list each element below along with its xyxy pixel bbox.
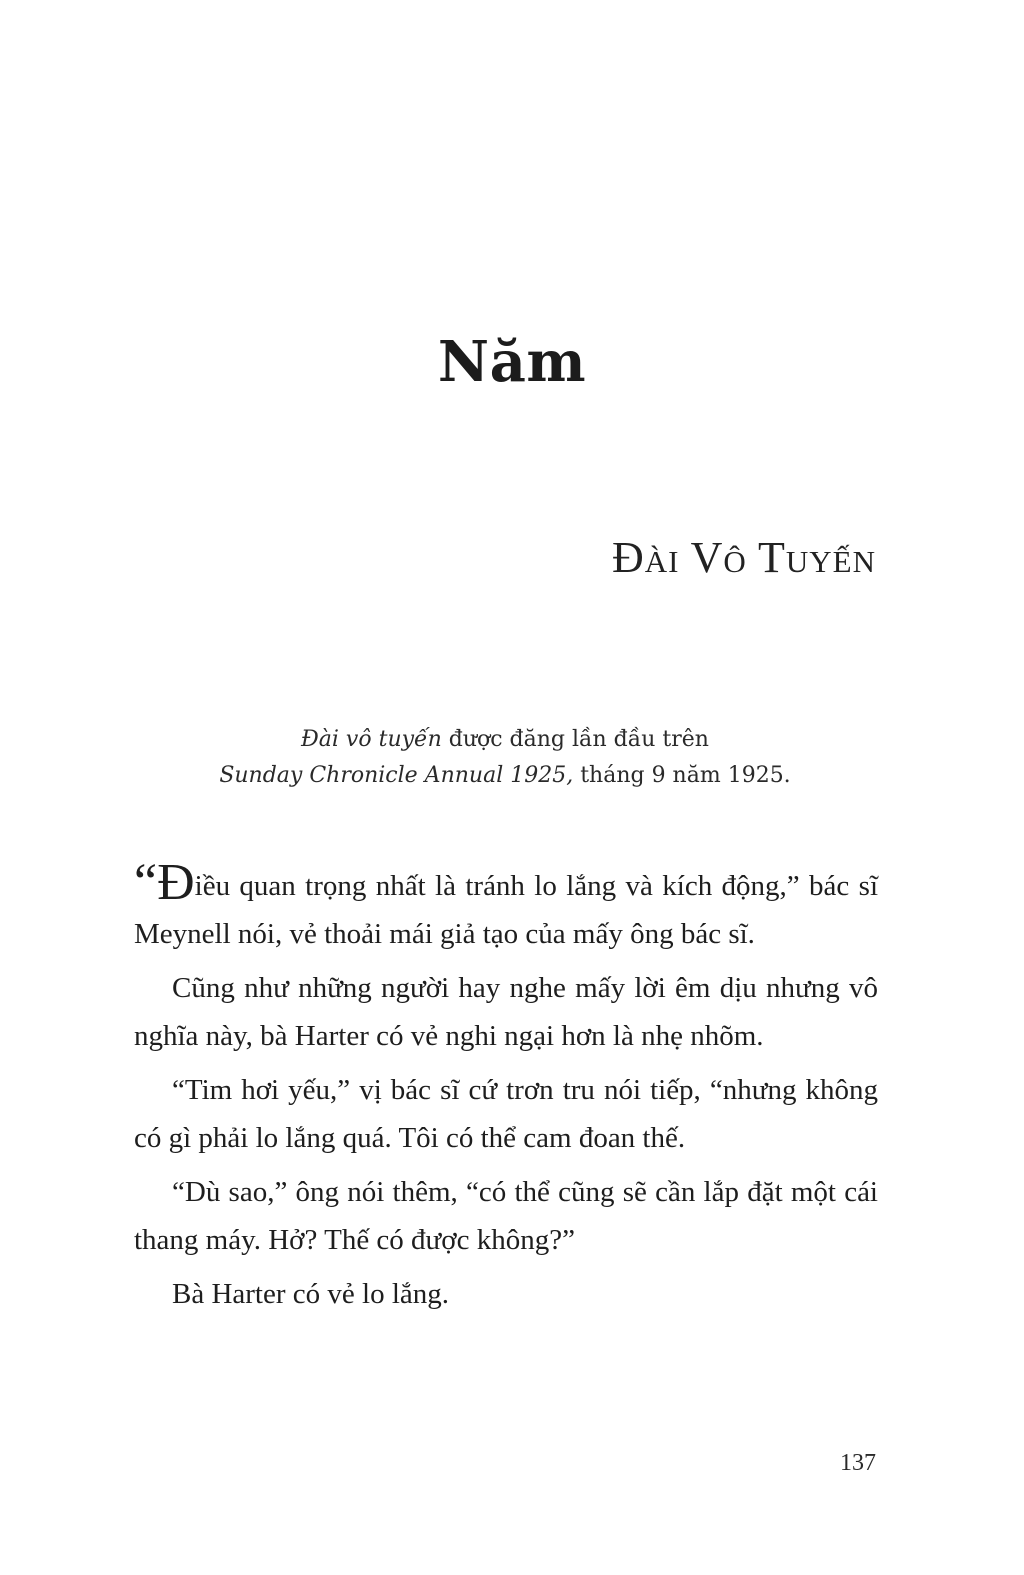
opening-paragraph bbox=[134, 854, 878, 958]
paragraph: “Dù sao,” ông nói thêm, “có thể cũng sẽ cần lắp đặt một cái thang máy. Hở? Thế có được không?” bbox=[134, 1176, 878, 1256]
body-text bbox=[134, 854, 878, 1324]
chapter-number-heading: Năm bbox=[437, 329, 587, 395]
page-number: 137 bbox=[840, 1450, 876, 1476]
paragraph: Bà Harter có vẻ lo lắng. bbox=[172, 1278, 450, 1310]
publication-note-line-2-rest: tháng 9 năm 1925. bbox=[573, 763, 791, 788]
story-title-italic: Đài vô tuyến bbox=[301, 727, 442, 752]
paragraph: “Tim hơi yếu,” vị bác sĩ cứ trơn tru nói tiếp, “nhưng không có gì phải lo lắng quá. Tôi có thể cam đoan thế. bbox=[134, 1074, 878, 1154]
opening-paragraph-text: iều quan trọng nhất là tránh lo lắng và kích động,” bác sĩ Meynell nói, vẻ thoải mái giả tạo của mấy ông bác sĩ. bbox=[134, 870, 878, 950]
publication-note-line-2 bbox=[0, 758, 1010, 794]
chapter-title: Đài Vô Tuyến bbox=[611, 533, 876, 582]
publication-name-italic: Sunday Chronicle Annual 1925, bbox=[219, 763, 574, 788]
publication-note bbox=[0, 722, 1010, 794]
publication-note-line-1-rest: được đăng lần đầu trên bbox=[441, 727, 709, 752]
publication-note-line-1 bbox=[0, 722, 1010, 758]
drop-cap: “Đ bbox=[134, 854, 195, 911]
paragraph: Cũng như những người hay nghe mấy lời êm dịu nhưng vô nghĩa này, bà Harter có vẻ nghi ngại hơn là nhẹ nhõm. bbox=[134, 972, 878, 1052]
